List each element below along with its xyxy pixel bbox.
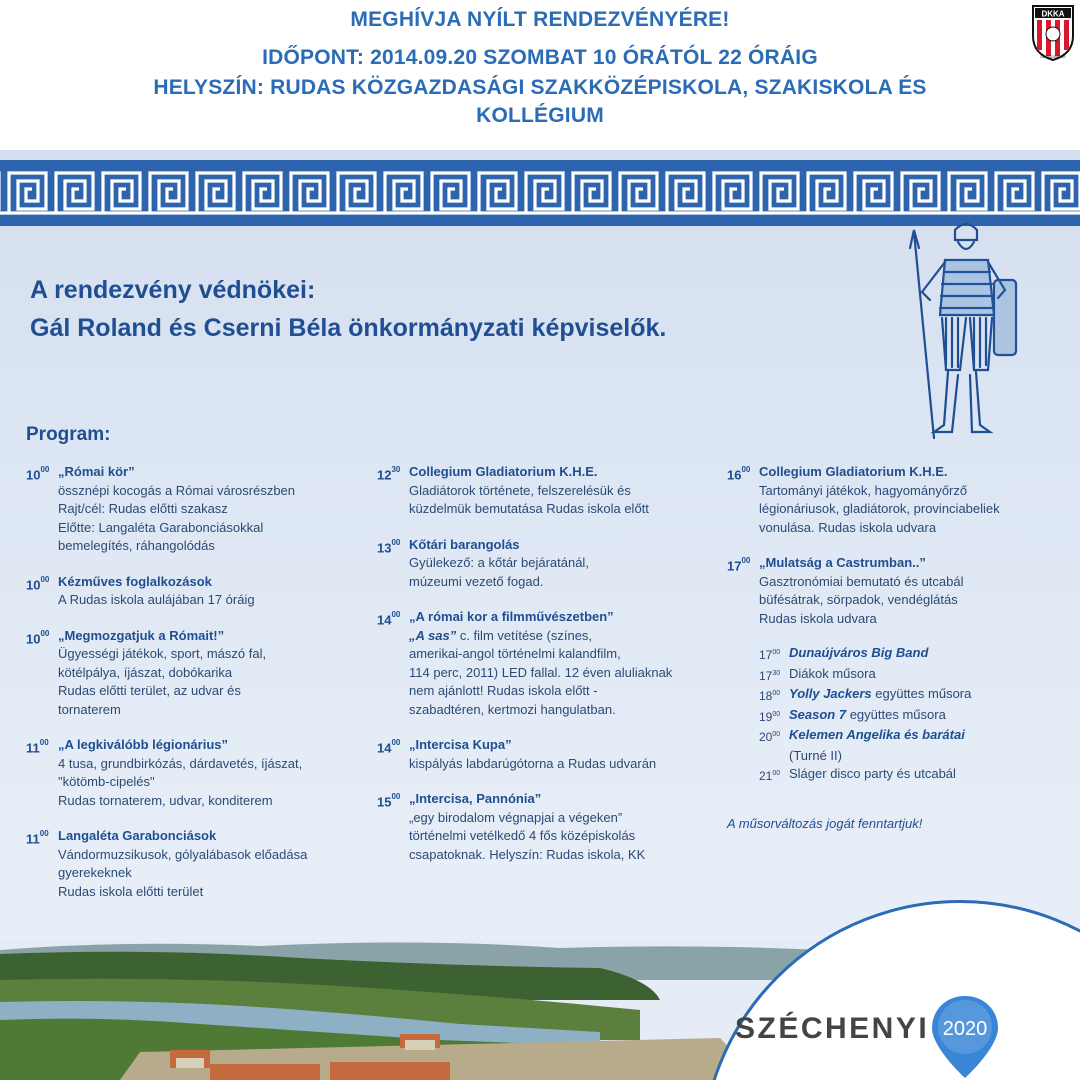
item-desc-line: Rudas előtti terület, az udvar és bbox=[58, 683, 241, 698]
schedule-row: (Turné II) bbox=[789, 747, 842, 763]
program-column-2 bbox=[377, 463, 707, 881]
item-desc-line: Gasztronómiai bemutató és utcabál bbox=[759, 573, 964, 589]
item-desc-line: nem ajánlott! Rudas iskola előtt - bbox=[409, 683, 598, 698]
venue-line-2: KOLLÉGIUM bbox=[476, 104, 604, 127]
program-item bbox=[727, 463, 1067, 537]
item-time: $15^{00}$ bbox=[377, 792, 401, 810]
header bbox=[0, 0, 1080, 150]
item-desc-line: múzeumi vezető fogad. bbox=[409, 573, 544, 589]
schedule-row: $17^{00}$ Dunaújváros Big Band bbox=[759, 645, 929, 662]
item-time: $10^{00}$ bbox=[26, 574, 50, 592]
item-title: Kézműves foglalkozások bbox=[58, 573, 212, 589]
program-item bbox=[26, 463, 356, 556]
schedule-row: $19^{00}$ Season 7 együttes műsora bbox=[759, 706, 946, 724]
item-desc-line: amerikai-angol történelmi kalandfilm, bbox=[409, 646, 621, 661]
item-desc-line: küzdelmük bemutatása Rudas iskola előtt bbox=[409, 501, 649, 516]
logo-subtext: DUNAÚJVÁROS bbox=[1040, 55, 1066, 59]
item-title: „Római kör” bbox=[58, 464, 135, 479]
program-item bbox=[377, 463, 707, 519]
item-title: „A legkiválóbb légionárius” bbox=[58, 737, 228, 752]
item-time: $14^{00}$ bbox=[377, 610, 401, 628]
item-time: $14^{00}$ bbox=[377, 738, 401, 756]
patrons-heading: A rendezvény védnökei: bbox=[30, 276, 316, 304]
item-title: Kőtári barangolás bbox=[409, 536, 520, 552]
item-desc-line: A Rudas iskola aulájában 17 óráig bbox=[58, 592, 255, 607]
item-desc-line: "kötömb-cipelés" bbox=[58, 774, 155, 789]
patrons-names: Gál Roland és Cserni Béla önkormányzati képviselők. bbox=[30, 314, 667, 342]
program-title: Program: bbox=[26, 424, 111, 445]
item-desc-line: Rudas iskola udvara bbox=[759, 610, 877, 626]
item-desc-line: „A sas” c. film vetítése (színes, bbox=[409, 627, 593, 643]
item-time: $13^{00}$ bbox=[377, 537, 401, 555]
item-time: $12^{30}$ bbox=[377, 465, 401, 483]
item-time: $10^{00}$ bbox=[26, 465, 50, 483]
schedule-row: $17^{30}$ Diákok műsora bbox=[759, 665, 876, 683]
program-item bbox=[26, 827, 356, 901]
program-item bbox=[727, 554, 1067, 786]
schedule-row: $20^{00}$ Kelemen Angelika és barátai bbox=[759, 727, 965, 744]
item-desc-line: szabadtéren, kertmozi hangulatban. bbox=[409, 701, 616, 717]
item-title: Collegium Gladiatorium K.H.E. bbox=[409, 464, 598, 479]
invite-line: MEGHÍVJA NYÍLT RENDEZVÉNYÉRE! bbox=[350, 8, 730, 31]
item-title: „Mulatság a Castrumban..” bbox=[759, 555, 926, 570]
item-title: „Intercisa Kupa” bbox=[409, 737, 512, 752]
program-item bbox=[377, 736, 707, 773]
item-time: $17^{00}$ bbox=[727, 556, 751, 574]
item-time: $10^{00}$ bbox=[26, 628, 50, 646]
item-title: „A római kor a filmművészetben” bbox=[409, 609, 614, 624]
item-title: Collegium Gladiatorium K.H.E. bbox=[759, 464, 948, 479]
item-desc-line: kötélpálya, íjászat, dobókarika bbox=[58, 664, 233, 680]
item-time: $16^{00}$ bbox=[727, 465, 751, 483]
logo-text: DKKA bbox=[1041, 9, 1065, 19]
item-desc-line: „egy birodalom végnapjai a végeken” bbox=[409, 809, 623, 825]
item-desc-line: Tartományi játékok, hagyományőrző bbox=[759, 482, 968, 498]
item-desc-line: tornaterem bbox=[58, 701, 121, 717]
item-desc-line: vonulása. Rudas iskola udvara bbox=[759, 519, 937, 535]
item-desc-line: kispályás labdarúgótorna a Rudas udvarán bbox=[409, 755, 657, 771]
program-item bbox=[377, 790, 707, 864]
item-title: „Megmozgatjuk a Rómait!” bbox=[58, 627, 225, 643]
item-desc-line: légionáriusok, gladiátorok, provinciabeliek bbox=[759, 501, 1000, 516]
item-title: „Intercisa, Pannónia” bbox=[409, 791, 542, 806]
program-item bbox=[26, 573, 356, 610]
item-desc-line: össznépi kocogás a Római városrészben bbox=[58, 482, 296, 498]
item-desc-line: gyerekeknek bbox=[58, 865, 132, 880]
program-column-1 bbox=[26, 463, 356, 918]
program-item bbox=[377, 608, 707, 719]
program-item bbox=[377, 536, 707, 592]
item-desc-line: 4 tusa, grundbirkózás, dárdavetés, íjászat, bbox=[58, 755, 303, 771]
item-desc-line: csapatoknak. Helyszín: Rudas iskola, KK bbox=[409, 846, 646, 862]
item-time: $11^{00}$ bbox=[26, 829, 49, 847]
dkka-logo bbox=[1030, 4, 1076, 62]
roman-legionary-illustration bbox=[900, 220, 1025, 440]
schedule-row: $18^{00}$ Yolly Jackers együttes műsora bbox=[759, 686, 972, 703]
item-desc-line: Rudas iskola előtti terület bbox=[58, 883, 204, 899]
schedule-row: $21^{00}$ Sláger disco party és utcabál bbox=[759, 766, 956, 783]
item-desc-line: Rudas tornaterem, udvar, konditerem bbox=[58, 792, 273, 808]
venue-line-1: HELYSZÍN: RUDAS KÖZGAZDASÁGI SZAKKÖZÉPISKOLA, SZAKISKOLA ÉS bbox=[153, 76, 927, 99]
item-desc-line: Előtte: Langaléta Garabonciásokkal bbox=[58, 519, 264, 535]
disclaimer: A műsorváltozás jogát fenntartjuk! bbox=[727, 816, 923, 831]
item-desc-line: büfésátrak, sörpadok, vendéglátás bbox=[759, 592, 958, 607]
szechenyi-brand: SZÉCHENYI bbox=[735, 1012, 930, 1045]
item-desc-line: Vándormuzsikusok, gólyalábasok előadása bbox=[58, 846, 308, 862]
time-line: IDŐPONT: 2014.09.20 SZOMBAT 10 ÓRÁTÓL 22 ÓRÁIG bbox=[262, 46, 818, 69]
item-desc-line: 114 perc, 2011) LED fallal. 12 éven aluliaknak bbox=[409, 664, 673, 680]
program-column-3 bbox=[727, 463, 1067, 803]
item-desc-line: Gyülekező: a kőtár bejáratánál, bbox=[409, 555, 589, 570]
item-desc-line: bemelegítés, ráhangolódás bbox=[58, 538, 215, 553]
szechenyi-2020-pin bbox=[930, 994, 1000, 1080]
item-desc-line: Gladiátorok története, felszerelésük és bbox=[409, 482, 631, 498]
evening-schedule bbox=[759, 644, 1067, 786]
item-desc-line: Ügyességi játékok, sport, mászó fal, bbox=[58, 646, 267, 661]
szechenyi-year: 2020 bbox=[942, 1018, 988, 1040]
greek-key-border bbox=[0, 160, 1080, 226]
program-item bbox=[26, 627, 356, 720]
item-desc-line: történelmi vetélkedő 4 fős középiskolás bbox=[409, 828, 636, 843]
meander-pattern bbox=[0, 165, 1080, 221]
item-title: Langaléta Garabonciások bbox=[58, 828, 217, 843]
film-title: „A sas” bbox=[409, 627, 457, 643]
program-item bbox=[26, 736, 356, 810]
item-time: $11^{00}$ bbox=[26, 738, 49, 756]
item-desc-line: Rajt/cél: Rudas előtti szakasz bbox=[58, 501, 228, 516]
